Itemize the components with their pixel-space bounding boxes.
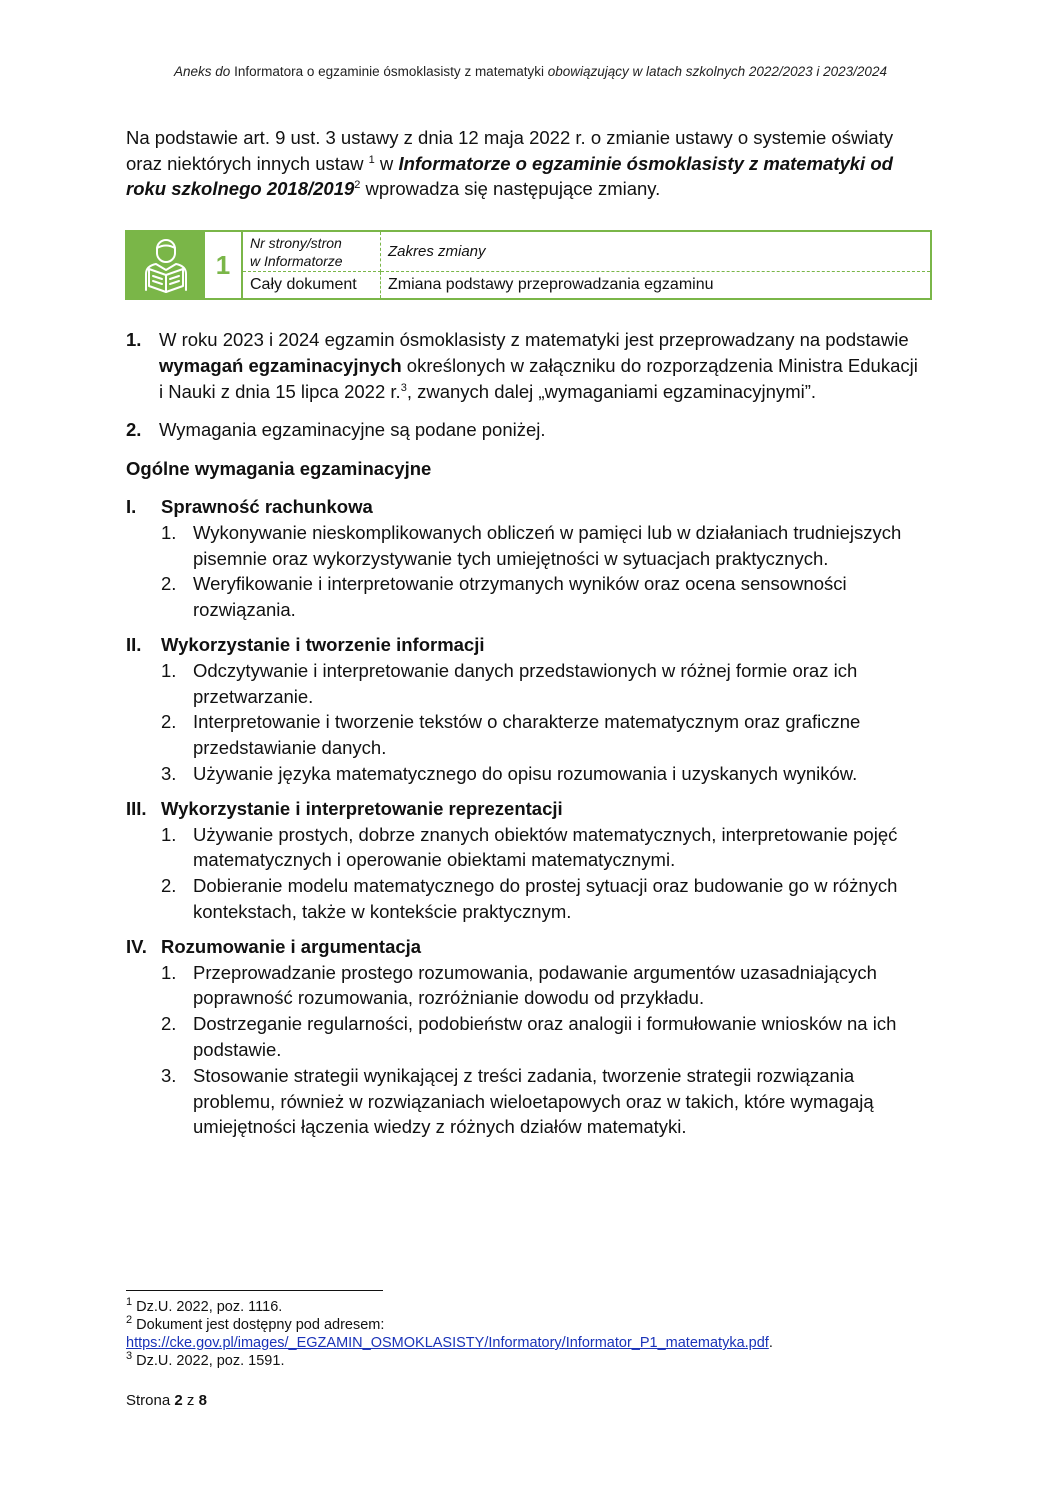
intro-text-1: Na podstawie art. 9 ust. 3 ustawy z dnia 12 maja 2022 r. o zmianie ustawy o systemie oświaty oraz niektórych innych ustaw (126, 127, 894, 174)
intro-paragraph (126, 125, 926, 202)
page-total: 8 (198, 1392, 207, 1409)
header-part-1: Aneks do (174, 64, 231, 79)
requirement-item (126, 761, 926, 787)
requirement-groups (126, 494, 926, 1140)
item-text: Używanie języka matematycznego do opisu rozumowania i uzyskanych wyników. (193, 762, 858, 784)
page-column-header (243, 232, 381, 272)
item-number: 2. (161, 1013, 177, 1035)
footnote-separator (126, 1290, 383, 1291)
item-text: Wykonywanie nieskomplikowanych obliczeń w pamięci lub w działaniach trudniejszych pisemnie oraz wykorzystywanie tych umiejętności w sytuacjach praktycznych. (193, 521, 902, 569)
item-text: Używanie prostych, dobrze znanych obiektów matematycznych, interpretowanie pojęć matematycznych i operowanie obiektami matematycznymi. (193, 823, 898, 871)
item-text: Dostrzeganie regularności, podobieństw oraz analogii i formułowanie wniosków na ich podstawie. (193, 1013, 897, 1060)
change-table (243, 232, 930, 298)
running-header (0, 64, 1061, 79)
footnote-2-after: . (768, 1335, 773, 1351)
footnote-ref-1[interactable]: 1 (368, 153, 375, 166)
requirement-item (126, 960, 926, 1012)
footnote-1-number: 1 (126, 1296, 133, 1309)
point-1-bold-term: wymagań egzaminacyjnych (159, 354, 402, 376)
footnote-2-number: 2 (126, 1314, 133, 1327)
footnote-2-link-line (126, 1334, 946, 1352)
footnote-3-text: Dz.U. 2022, poz. 1591. (132, 1353, 285, 1369)
requirement-item (126, 658, 926, 710)
footnote-1 (126, 1298, 946, 1316)
requirement-group-title (126, 796, 926, 822)
item-text: Przeprowadzanie prostego rozumowania, podawanie argumentów uzasadniających poprawność rozumowania, rozróżnianie dowodu od przykładu. (193, 961, 877, 1009)
requirement-item (126, 571, 926, 623)
footnote-3 (126, 1352, 946, 1370)
requirement-group (126, 494, 926, 623)
informator-title: Informatorze o egzaminie ósmoklasisty z matematyki od roku szkolnego 2018/2019 (126, 152, 893, 199)
footnotes (126, 1298, 946, 1370)
point-number: 1. (126, 329, 142, 350)
group-title-text: Wykorzystanie i interpretowanie reprezentacji (161, 797, 563, 819)
item-number: 1. (161, 823, 177, 845)
change-box (125, 230, 932, 300)
roman-numeral: II. (126, 633, 142, 655)
page-number (126, 1392, 207, 1409)
item-number: 3. (161, 762, 177, 784)
requirement-group-title (126, 632, 926, 658)
item-number: 1. (161, 521, 177, 543)
requirement-item (126, 1063, 926, 1140)
roman-numeral: III. (126, 797, 147, 819)
footnote-2 (126, 1316, 946, 1334)
footnote-ref-3[interactable]: 3 (400, 381, 407, 394)
requirement-group-title (126, 494, 926, 520)
numbered-point-2 (126, 417, 926, 443)
item-number: 2. (161, 711, 177, 733)
footnote-1-text: Dz.U. 2022, poz. 1116. (132, 1299, 283, 1315)
point-text: Wymagania egzaminacyjne są podane poniżej. (159, 419, 546, 441)
point-1-text-b: określonych w załączniku do rozporządzenia Ministra Edukacji i Nauki z dnia 15 lipca 2022 r. (159, 354, 918, 402)
item-text: Stosowanie strategii wynikającej z treści zadania, tworzenie strategii rozwiązania problemu, również w rozwiązaniach wieloetapowych oraz w takich, które wymagają umiejętności łączenia wiedzy z różnych działów matematyki. (193, 1064, 874, 1138)
footnote-3-number: 3 (126, 1350, 133, 1363)
intro-text-2: w (374, 152, 399, 174)
roman-numeral: IV. (126, 935, 147, 957)
requirement-item (126, 1011, 926, 1063)
point-1-text-a: W roku 2023 i 2024 egzamin ósmoklasisty z matematyki jest przeprowadzany na podstawie (159, 329, 909, 350)
item-text: Odczytywanie i interpretowanie danych przedstawionych w różnej formie oraz ich przetwarzanie. (193, 659, 858, 707)
group-title-text: Wykorzystanie i tworzenie informacji (161, 633, 485, 655)
requirement-item (126, 822, 926, 874)
item-text: Interpretowanie i tworzenie tekstów o charakterze matematycznym oraz graficzne przedstawianie danych. (193, 711, 861, 759)
item-number: 1. (161, 961, 177, 983)
requirement-group-title (126, 934, 926, 960)
item-number: 2. (161, 573, 177, 595)
item-number: 3. (161, 1064, 177, 1086)
item-text: Dobieranie modelu matematycznego do prostej sytuacji oraz budowanie go w różnych kontekstach, także w kontekście praktycznym. (193, 875, 898, 922)
footnote-2-text: Dokument jest dostępny pod adresem: (132, 1317, 385, 1333)
requirement-item (126, 873, 926, 925)
numbered-point-1 (126, 327, 926, 404)
page-label: Strona (126, 1392, 171, 1409)
page-current: 2 (174, 1392, 183, 1409)
reader-book-icon (127, 232, 205, 298)
point-number: 2. (126, 419, 142, 441)
item-number: 1. (161, 659, 177, 681)
intro-text-3: wprowadza się następujące zmiany. (360, 178, 661, 199)
item-text: Weryfikowanie i interpretowanie otrzymanych wyników oraz ocena sensowności rozwiązania. (193, 573, 847, 621)
scope-column-value: Zmiana podstawy przeprowadzania egzaminu (388, 276, 714, 293)
group-title-text: Sprawność rachunkowa (161, 495, 373, 517)
page-column-header-line-2: w Informatorze (250, 252, 343, 269)
footnote-ref-2[interactable]: 2 (354, 178, 361, 191)
section-title: Ogólne wymagania egzaminacyjne (126, 458, 432, 480)
requirement-group (126, 934, 926, 1140)
header-part-2: Informatora o egzaminie ósmoklasisty z matematyki (234, 64, 544, 79)
requirement-item (126, 709, 926, 761)
requirement-group (126, 632, 926, 787)
requirement-item (126, 520, 926, 572)
requirement-group (126, 796, 926, 925)
group-title-text: Rozumowanie i argumentacja (161, 935, 422, 957)
scope-column-header: Zakres zmiany (381, 232, 930, 272)
header-part-3: obowiązujący w latach szkolnych 2022/2023 i 2023/2024 (547, 64, 887, 79)
point-text (159, 327, 926, 404)
document-body (126, 327, 926, 1149)
informator-link[interactable]: https://cke.gov.pl/images/_EGZAMIN_OSMOKLASISTY/Informatory/Informator_P1_matematyka.pdf (126, 1335, 769, 1351)
page-of: z (186, 1392, 195, 1409)
page-column-header-line-1: Nr strony/stron (250, 234, 342, 251)
roman-numeral: I. (126, 495, 137, 517)
page-column-value: Cały dokument (243, 272, 381, 298)
change-number: 1 (205, 232, 243, 298)
point-1-text-c: , zwanych dalej „wymaganiami egzaminacyjnymi”. (406, 380, 817, 402)
item-number: 2. (161, 875, 177, 897)
